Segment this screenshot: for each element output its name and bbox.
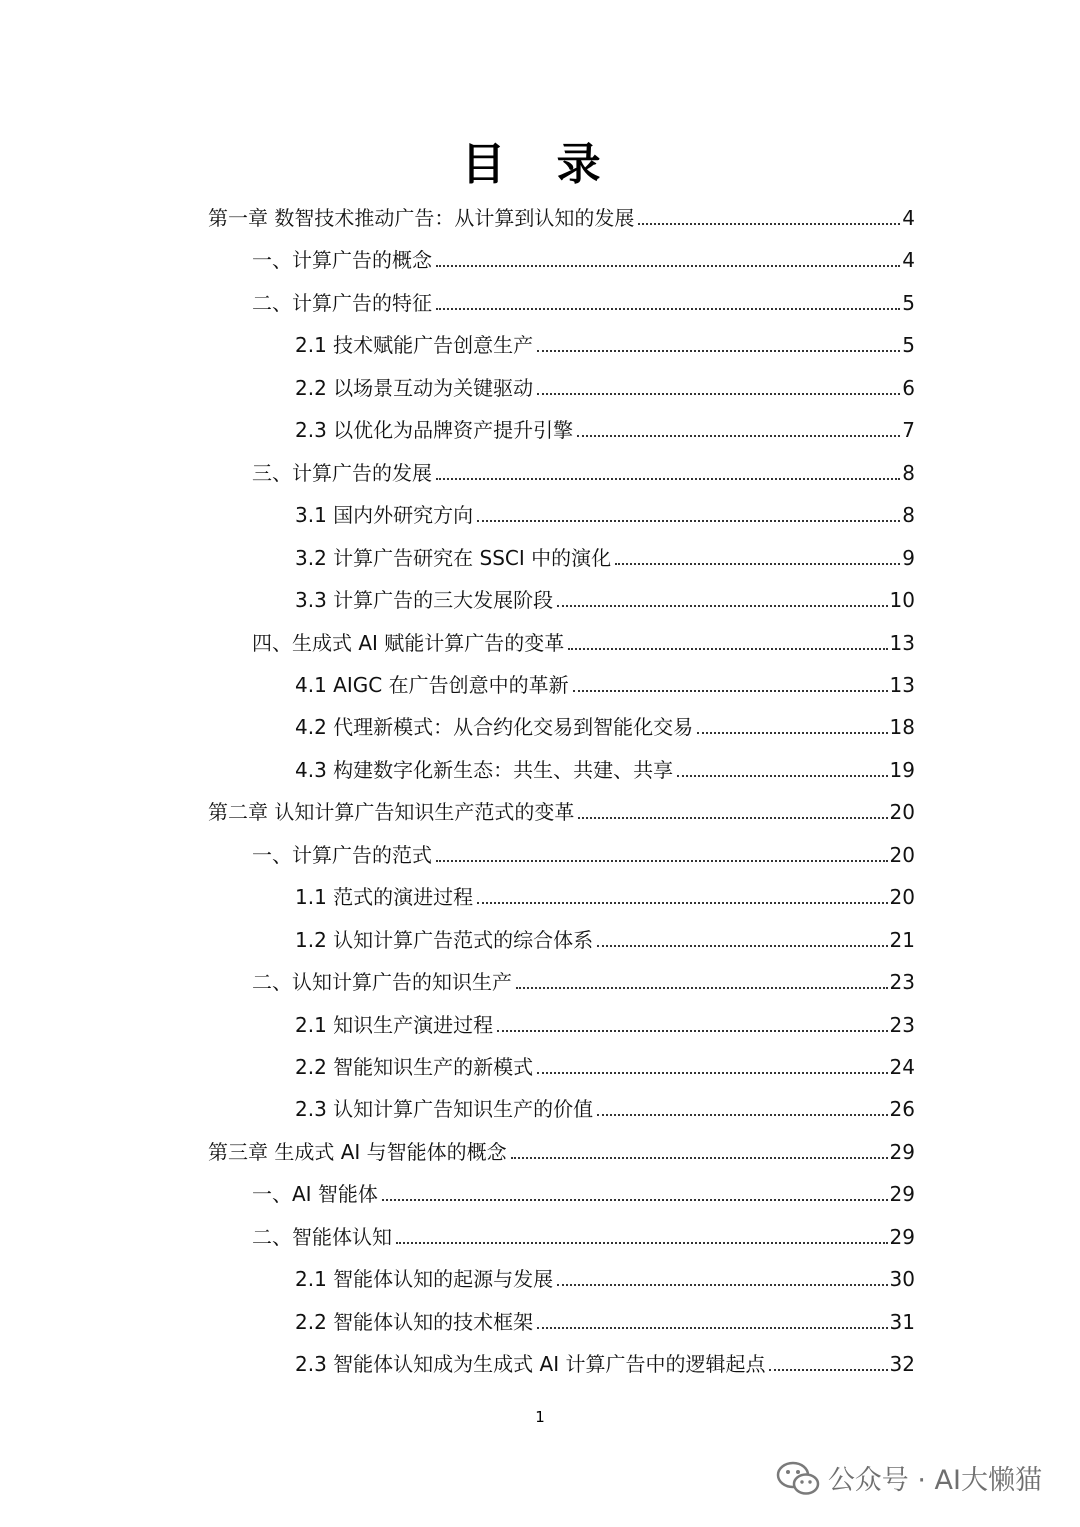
toc-entry-title: 2.1 知识生产演进过程: [295, 1012, 494, 1037]
toc-entry-title: 2.2 以场景互动为关键驱动: [295, 375, 534, 400]
toc-entry-title: 一、AI 智能体: [252, 1182, 378, 1207]
toc-dot-leader: [537, 350, 900, 352]
toc-dot-leader: [436, 265, 900, 267]
toc-entry[interactable]: [295, 1003, 915, 1039]
toc-dot-leader: [516, 987, 888, 989]
toc-dot-leader: [638, 223, 900, 225]
toc-dot-leader: [577, 435, 900, 437]
toc-entry[interactable]: [295, 1087, 915, 1123]
toc-dot-leader: [477, 902, 887, 904]
toc-dot-leader: [615, 563, 900, 565]
toc-entry-title: 2.2 智能知识生产的新模式: [295, 1055, 534, 1079]
watermark: [776, 1458, 1042, 1497]
toc-entry-page: 24: [889, 1055, 915, 1079]
toc-entry[interactable]: [295, 323, 915, 359]
toc-entry[interactable]: [295, 493, 915, 529]
toc-entry-page: 23: [889, 1012, 915, 1037]
toc-entry[interactable]: [252, 960, 915, 996]
toc-entry[interactable]: [252, 451, 915, 487]
toc-entry-page: 9: [902, 545, 915, 570]
toc-entry[interactable]: [295, 875, 915, 911]
toc-entry-page: 19: [889, 757, 915, 782]
toc-entry[interactable]: [295, 366, 915, 402]
toc-entry[interactable]: [295, 1257, 915, 1293]
toc-entry-title: 4.2 代理新模式：从合约化交易到智能化交易: [295, 715, 694, 740]
toc-dot-leader: [578, 817, 887, 819]
toc-entry-page: 20: [889, 885, 915, 910]
toc-entry-page: 31: [889, 1309, 915, 1334]
toc-dot-leader: [557, 605, 887, 607]
toc-dot-leader: [497, 1030, 887, 1032]
toc-entry[interactable]: [208, 790, 915, 826]
toc-entry[interactable]: [295, 918, 915, 954]
toc-entry-title: 2.1 技术赋能广告创意生产: [295, 333, 534, 358]
toc-dot-leader: [537, 1072, 887, 1074]
page-number: 1: [535, 1408, 545, 1426]
toc-entry-title: 4.1 AIGC 在广告创意中的革新: [295, 672, 569, 697]
toc-entry-page: 20: [889, 800, 915, 825]
toc-entry-title: 三、计算广告的发展: [252, 460, 432, 485]
toc-entry-title: 1.2 认知计算广告范式的综合体系: [295, 927, 594, 952]
toc-dot-leader: [677, 775, 887, 777]
toc-dot-leader: [477, 520, 900, 522]
toc-dot-leader: [557, 1284, 887, 1286]
toc-entry-page: 5: [902, 333, 915, 358]
toc-entry-page: 30: [889, 1267, 915, 1292]
toc-entry-title: 2.3 认知计算广告知识生产的价值: [295, 1097, 594, 1122]
toc-entry-page: 7: [902, 418, 915, 443]
toc-entry[interactable]: [295, 1342, 915, 1378]
toc-entry-title: 一、计算广告的范式: [252, 842, 432, 867]
toc-entry-page: 6: [902, 375, 915, 400]
toc-dot-leader: [436, 308, 900, 310]
toc-dot-leader: [537, 1327, 887, 1329]
toc-entry[interactable]: [295, 1045, 915, 1081]
toc-entry-page: 29: [889, 1139, 915, 1164]
toc-dot-leader: [573, 690, 888, 692]
toc-entry-title: 二、智能体认知: [252, 1224, 392, 1249]
toc-entry-title: 四、生成式 AI 赋能计算广告的变革: [252, 630, 565, 655]
toc-entry-title: 一、计算广告的概念: [252, 248, 432, 273]
toc-entry-title: 3.1 国内外研究方向: [295, 503, 474, 528]
toc-dot-leader: [769, 1369, 887, 1371]
toc-entry[interactable]: [295, 536, 915, 572]
toc-entry-title: 2.1 智能体认知的起源与发展: [295, 1267, 554, 1292]
toc-entry-page: 4: [902, 206, 915, 230]
toc-entry[interactable]: [252, 833, 915, 869]
toc-entry-page: 29: [889, 1182, 915, 1207]
toc-dot-leader: [537, 393, 900, 395]
toc-entry-page: 4: [902, 248, 915, 273]
toc-entry-page: 8: [902, 503, 915, 528]
toc-entry-page: 18: [889, 715, 915, 740]
toc-entry[interactable]: [295, 705, 915, 741]
toc-entry-title: 第二章 认知计算广告知识生产范式的变革: [208, 800, 575, 825]
toc-dot-leader: [436, 478, 900, 480]
toc-entry[interactable]: [252, 1215, 915, 1251]
toc-dot-leader: [511, 1157, 888, 1159]
toc-entry-page: 32: [889, 1352, 915, 1377]
toc-entry-page: 10: [889, 588, 915, 613]
toc-dot-leader: [382, 1199, 888, 1201]
toc-entry-page: 29: [889, 1224, 915, 1249]
toc-entry-page: 5: [902, 290, 915, 315]
toc-entry[interactable]: [295, 578, 915, 614]
toc-entry[interactable]: [208, 196, 915, 232]
toc-dot-leader: [396, 1242, 888, 1244]
toc-entry-title: 4.3 构建数字化新生态：共生、共建、共享: [295, 757, 674, 782]
toc-entry-title: 2.2 智能体认知的技术框架: [295, 1309, 534, 1334]
toc-entry-title: 第一章 数智技术推动广告：从计算到认知的发展: [208, 206, 635, 230]
wechat-icon: [776, 1460, 820, 1496]
toc-entry-page: 8: [902, 460, 915, 485]
watermark-text: 公众号 · AI大懒猫: [827, 1465, 1042, 1496]
toc-dot-leader: [597, 945, 887, 947]
toc-dot-leader: [597, 1114, 887, 1116]
toc-entry-title: 二、计算广告的特征: [252, 290, 432, 315]
toc-entry[interactable]: [295, 663, 915, 699]
toc-entry-title: 1.1 范式的演进过程: [295, 885, 474, 910]
toc-entry-title: 2.3 以优化为品牌资产提升引擎: [295, 418, 574, 443]
toc-entry[interactable]: [295, 748, 915, 784]
toc-entry-title: 第三章 生成式 AI 与智能体的概念: [208, 1139, 507, 1164]
toc-entry-page: 21: [889, 927, 915, 952]
toc-dot-leader: [568, 648, 887, 650]
toc-entry-page: 26: [889, 1097, 915, 1122]
toc-entry-page: 20: [889, 842, 915, 867]
toc-dot-leader: [436, 860, 888, 862]
toc-entry[interactable]: [295, 408, 915, 444]
toc-entry-title: 3.2 计算广告研究在 SSCI 中的演化: [295, 545, 612, 570]
toc-entry[interactable]: [252, 1172, 915, 1208]
toc-entry[interactable]: [252, 281, 915, 317]
toc-entry[interactable]: [252, 238, 915, 274]
toc-entry-title: 二、认知计算广告的知识生产: [252, 970, 512, 995]
page-title: 目 录: [461, 139, 619, 190]
toc-dot-leader: [697, 732, 887, 734]
toc-entry-page: 13: [889, 630, 915, 655]
toc-entry[interactable]: [208, 1130, 915, 1166]
toc-entry-page: 13: [889, 672, 915, 697]
toc-entry[interactable]: [295, 1300, 915, 1336]
toc-entry-page: 23: [889, 970, 915, 995]
toc-entry[interactable]: [252, 621, 915, 657]
toc-entry-title: 3.3 计算广告的三大发展阶段: [295, 588, 554, 613]
toc-entry-title: 2.3 智能体认知成为生成式 AI 计算广告中的逻辑起点: [295, 1352, 766, 1377]
